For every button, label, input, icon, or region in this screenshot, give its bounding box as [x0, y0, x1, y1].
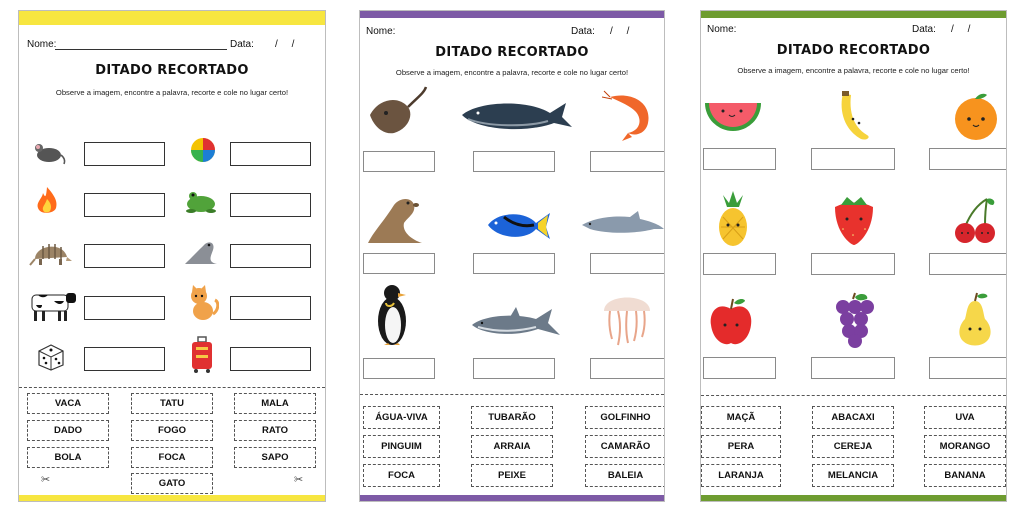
dice-icon: [35, 341, 67, 371]
date-field[interactable]: / /: [951, 24, 971, 35]
word-card[interactable]: MALA: [234, 393, 316, 414]
bottom-accent-bar: [360, 495, 664, 501]
cow-icon: [24, 287, 78, 323]
answer-box[interactable]: [363, 253, 435, 274]
word-card[interactable]: TUBARÃO: [471, 406, 553, 429]
word-card[interactable]: PINGUIM: [363, 435, 440, 458]
strawberry-icon: [831, 193, 877, 247]
jellyfish-icon: [600, 287, 654, 347]
answer-box[interactable]: [703, 253, 776, 275]
page-title: DITADO RECORTADO: [95, 63, 249, 78]
word-card[interactable]: BANANA: [924, 464, 1006, 487]
answer-box[interactable]: [84, 244, 165, 268]
page-title: DITADO RECORTADO: [435, 45, 589, 60]
instructions: Observe a imagem, encontre a palavra, recorte e cole no lugar certo!: [737, 66, 970, 75]
name-label: Nome:: [366, 26, 396, 37]
scissors-icon: ✂: [41, 473, 51, 486]
instructions: Observe a imagem, encontre a palavra, recorte e cole no lugar certo!: [395, 68, 629, 77]
answer-box[interactable]: [230, 347, 311, 371]
shark-icon: [470, 305, 562, 341]
name-label: Nome:: [27, 39, 57, 50]
word-card[interactable]: PEIXE: [471, 464, 553, 487]
ball-icon: [189, 136, 217, 164]
date-label: Data:: [230, 39, 254, 50]
word-card[interactable]: TATU: [131, 393, 213, 414]
word-card[interactable]: UVA: [924, 406, 1006, 429]
word-card[interactable]: FOCA: [131, 447, 213, 468]
cut-line: [19, 387, 325, 388]
answer-box[interactable]: [473, 253, 555, 274]
suitcase-icon: [189, 335, 215, 375]
worksheet-sea-animals: [359, 10, 665, 502]
armadillo-icon: [29, 237, 73, 269]
answer-box[interactable]: [703, 357, 776, 379]
answer-box[interactable]: [84, 296, 165, 320]
word-card[interactable]: SAPO: [234, 447, 316, 468]
word-card[interactable]: ÁGUA-VIVA: [363, 406, 440, 429]
answer-box[interactable]: [590, 253, 665, 274]
word-card[interactable]: FOGO: [131, 420, 213, 441]
stingray-icon: [364, 85, 430, 141]
word-card[interactable]: BALEIA: [585, 464, 665, 487]
apple-icon: [707, 295, 755, 349]
top-accent-bar: [360, 11, 664, 18]
penguin-icon: [372, 283, 412, 349]
bottom-accent-bar: [701, 495, 1006, 501]
instructions: Observe a imagem, encontre a palavra, recorte e cole no lugar certo!: [55, 88, 289, 97]
answer-box[interactable]: [230, 244, 311, 268]
answer-box[interactable]: [230, 142, 311, 166]
page-title: DITADO RECORTADO: [776, 43, 931, 58]
word-card[interactable]: BOLA: [27, 447, 109, 468]
date-label: Data:: [571, 26, 595, 37]
answer-box[interactable]: [363, 358, 435, 379]
answer-box[interactable]: [929, 253, 1007, 275]
dolphin-icon: [580, 209, 665, 239]
answer-box[interactable]: [811, 253, 895, 275]
word-card[interactable]: MELANCIA: [812, 464, 894, 487]
answer-box[interactable]: [363, 151, 435, 172]
date-label: Data:: [912, 24, 936, 35]
grapes-icon: [831, 291, 877, 349]
answer-box[interactable]: [473, 151, 555, 172]
answer-box[interactable]: [230, 296, 311, 320]
word-card[interactable]: MAÇÃ: [701, 406, 781, 429]
shrimp-icon: [602, 87, 658, 143]
blue-fish-icon: [484, 207, 552, 245]
answer-box[interactable]: [84, 347, 165, 371]
word-card[interactable]: ARRAIA: [471, 435, 553, 458]
cut-line: [701, 395, 1006, 396]
banana-icon: [833, 89, 873, 143]
worksheet-fruits: [700, 10, 1007, 502]
word-card[interactable]: RATO: [234, 420, 316, 441]
sea-lion-icon: [364, 191, 426, 247]
answer-box[interactable]: [590, 358, 665, 379]
word-card[interactable]: CAMARÃO: [585, 435, 665, 458]
fire-icon: [34, 185, 60, 217]
top-accent-bar: [701, 11, 1006, 18]
answer-box[interactable]: [84, 193, 165, 217]
word-card[interactable]: FOCA: [363, 464, 440, 487]
word-card[interactable]: CEREJA: [812, 435, 894, 458]
top-accent-bar: [19, 11, 325, 25]
word-card[interactable]: DADO: [27, 420, 109, 441]
word-card[interactable]: PERA: [701, 435, 781, 458]
cut-line: [360, 394, 664, 395]
word-card[interactable]: GOLFINHO: [585, 406, 665, 429]
bottom-accent-bar: [19, 495, 325, 501]
pineapple-icon: [715, 189, 751, 249]
answer-box[interactable]: [703, 148, 776, 170]
name-label: Nome:: [707, 24, 737, 35]
cherry-icon: [953, 195, 997, 245]
answer-box[interactable]: [811, 357, 895, 379]
answer-box[interactable]: [929, 148, 1007, 170]
whale-icon: [458, 97, 574, 137]
answer-box[interactable]: [929, 357, 1007, 379]
name-field[interactable]: [55, 49, 227, 50]
answer-box[interactable]: [811, 148, 895, 170]
word-card[interactable]: ABACAXI: [812, 406, 894, 429]
date-field[interactable]: / /: [275, 39, 295, 50]
word-card[interactable]: GATO: [131, 473, 213, 494]
answer-box[interactable]: [84, 142, 165, 166]
word-card[interactable]: MORANGO: [924, 435, 1006, 458]
answer-box[interactable]: [473, 358, 555, 379]
answer-box[interactable]: [230, 193, 311, 217]
worksheet-animals-objects: [18, 10, 326, 502]
cat-icon: [185, 284, 219, 322]
seal-icon: [181, 236, 221, 268]
watermelon-icon: [703, 99, 763, 135]
frog-icon: [183, 187, 219, 215]
date-field[interactable]: / /: [610, 26, 630, 37]
mouse-icon: [31, 137, 67, 167]
scissors-icon: ✂: [294, 473, 304, 486]
word-card[interactable]: VACA: [27, 393, 109, 414]
orange-icon: [951, 89, 1001, 143]
pear-icon: [953, 291, 997, 349]
word-card[interactable]: LARANJA: [701, 464, 781, 487]
answer-box[interactable]: [590, 151, 665, 172]
